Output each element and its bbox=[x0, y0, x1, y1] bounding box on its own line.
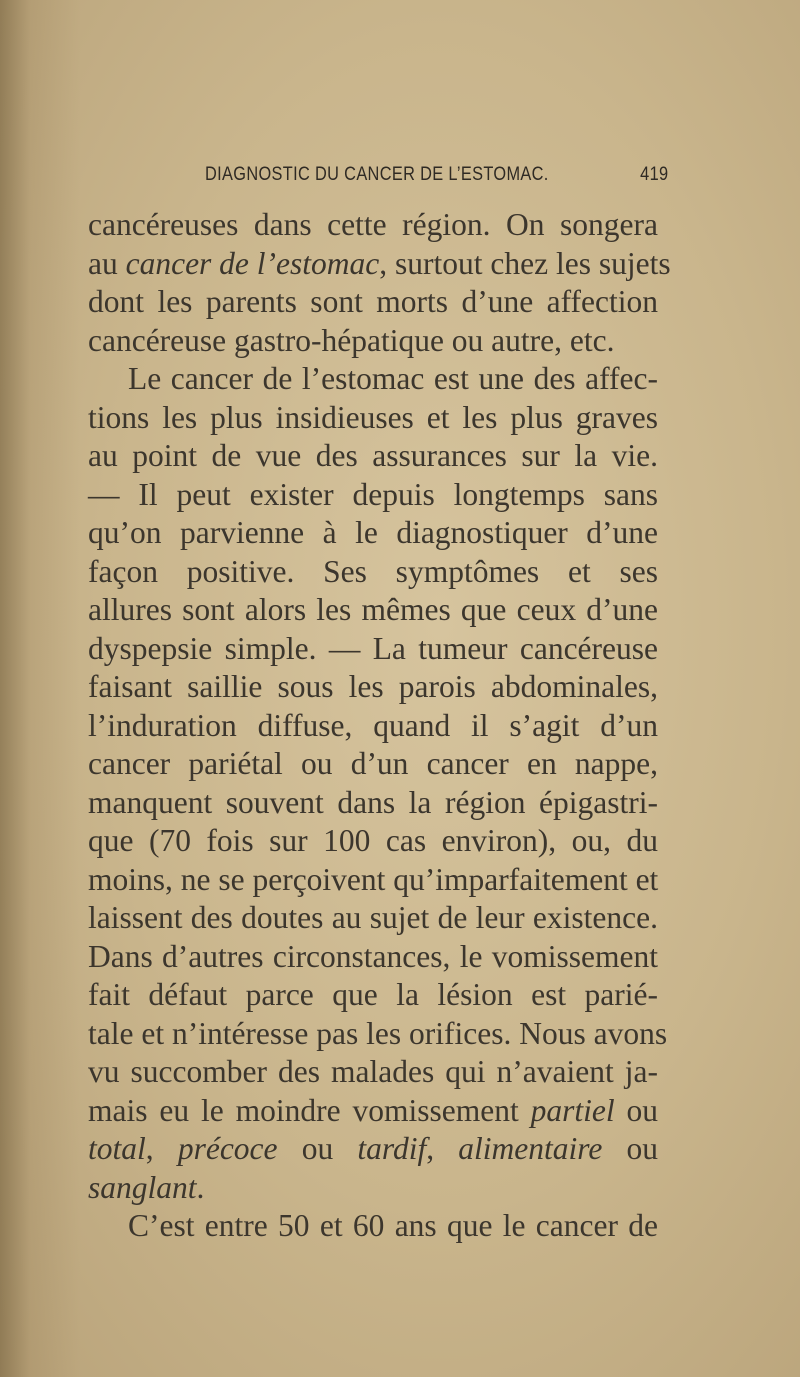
text-line: manquent souvent dans la région épigastri- bbox=[88, 784, 658, 820]
header-title: DIAGNOSTIC DU CANCER DE L’ESTOMAC. bbox=[205, 164, 549, 185]
text-line: allures sont alors les mêmes que ceux d’une bbox=[88, 592, 658, 627]
text-line: moins, ne se perçoivent qu’imparfaitement et bbox=[88, 861, 659, 897]
italic-word: partiel bbox=[530, 1092, 615, 1128]
text-line: dyspepsie simple. — La tumeur cancéreuse bbox=[88, 630, 658, 666]
text-line: faisant saillie sous les parois abdominales, bbox=[88, 669, 658, 704]
text-line: qu’on parvienne à le diagnostiquer d’une bbox=[88, 515, 658, 550]
italic-phrase: cancer de l’estomac bbox=[125, 245, 380, 281]
text-line: cancer pariétal ou d’un cancer en nappe, bbox=[88, 746, 658, 781]
body-text bbox=[88, 206, 671, 1246]
text-line: cancéreuses dans cette région. On songera bbox=[88, 207, 658, 242]
text-line: dont les parents sont morts d’une affection bbox=[88, 284, 658, 319]
text-line: — Il peut exister depuis longtemps sans bbox=[88, 476, 658, 512]
italic-word: total bbox=[88, 1131, 146, 1166]
italic-word: alimentaire bbox=[458, 1131, 603, 1166]
text-line: façon positive. Ses symptômes et ses bbox=[88, 553, 658, 589]
italic-word: sanglant bbox=[88, 1169, 197, 1205]
text-line: vu succomber des malades qui n’avaient ja- bbox=[88, 1054, 658, 1089]
italic-word: tardif bbox=[357, 1131, 427, 1166]
text-line: laissent des doutes au sujet de leur existence. bbox=[88, 900, 658, 935]
text-line: tions les plus insidieuses et les plus graves bbox=[88, 399, 658, 435]
text-line: au cancer de l’estomac, surtout chez les sujets bbox=[88, 245, 671, 281]
text-line: que (70 fois sur 100 cas environ), ou, du bbox=[88, 823, 658, 858]
text-line: fait défaut parce que la lésion est parié- bbox=[88, 977, 658, 1012]
text-line: tale et n’intéresse pas les orifices. Nous avons bbox=[88, 1015, 668, 1051]
text-line: sanglant. bbox=[88, 1169, 205, 1205]
text-line: l’induration diffuse, quand il s’agit d’un bbox=[88, 707, 658, 743]
text-line: mais eu le moindre vomissement partiel ou bbox=[88, 1092, 658, 1128]
text-line: au point de vue des assurances sur la vie. bbox=[88, 438, 658, 473]
paragraph-start-line: C’est entre 50 et 60 ans que le cancer de bbox=[128, 1208, 658, 1243]
running-header bbox=[205, 164, 669, 194]
paragraph-start-line: Le cancer de l’estomac est une des affec- bbox=[128, 361, 658, 396]
text-line: Dans d’autres circonstances, le vomissement bbox=[88, 938, 658, 974]
page-number: 419 bbox=[640, 164, 669, 185]
text-line: total, précoce ou tardif, alimentaire ou bbox=[88, 1131, 659, 1166]
italic-word: précoce bbox=[177, 1131, 278, 1166]
text-line: cancéreuse gastro-hépatique ou autre, etc. bbox=[88, 322, 615, 358]
